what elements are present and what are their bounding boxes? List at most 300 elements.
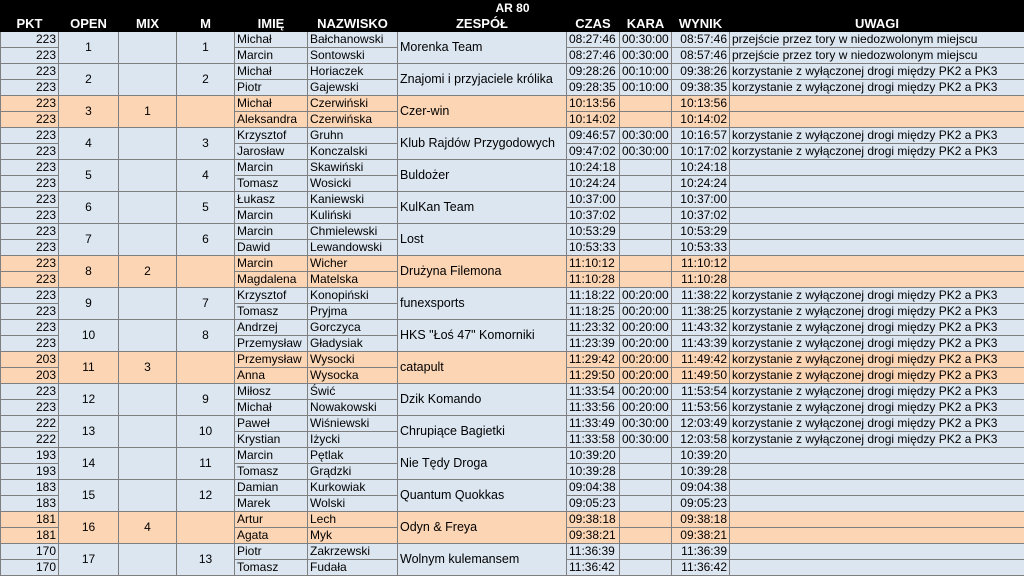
table-row	[1, 192, 1024, 208]
penalty-cell: 00:30:00	[620, 128, 672, 144]
table-row	[1, 480, 1024, 496]
mix-rank-cell: 2	[119, 256, 177, 288]
result-cell: 12:03:49	[672, 416, 730, 432]
pkt-cell: 223	[1, 304, 59, 320]
open-rank-cell: 17	[59, 544, 119, 576]
last-name-cell: Kaniewski	[308, 192, 398, 208]
team-name-cell: Czer-win	[398, 96, 567, 128]
notes-cell	[730, 96, 1024, 112]
table-row	[1, 64, 1024, 80]
last-name-cell: Wysocki	[308, 352, 398, 368]
notes-cell	[730, 240, 1024, 256]
first-name-cell: Michał	[235, 96, 308, 112]
pkt-cell: 223	[1, 272, 59, 288]
pkt-cell: 223	[1, 192, 59, 208]
first-name-cell: Aleksandra	[235, 112, 308, 128]
notes-cell: przejście przez tory w niedozwolonym miejscu	[730, 32, 1024, 48]
time-cell: 09:05:23	[567, 496, 620, 512]
mix-rank-cell	[119, 288, 177, 320]
result-cell: 09:04:38	[672, 480, 730, 496]
first-name-cell: Andrzej	[235, 320, 308, 336]
first-name-cell: Marcin	[235, 208, 308, 224]
m-rank-cell	[177, 256, 235, 288]
last-name-cell: Kurkowiak	[308, 480, 398, 496]
time-cell: 11:33:49	[567, 416, 620, 432]
notes-cell: korzystanie z wyłączonej drogi między PK2 a PK3	[730, 80, 1024, 96]
open-rank-cell: 1	[59, 32, 119, 64]
result-cell: 11:38:22	[672, 288, 730, 304]
first-name-cell: Piotr	[235, 80, 308, 96]
header-imie: IMIĘ	[235, 16, 308, 32]
penalty-cell: 00:20:00	[620, 288, 672, 304]
table-row	[1, 32, 1024, 48]
pkt-cell: 203	[1, 352, 59, 368]
mix-rank-cell	[119, 416, 177, 448]
time-cell: 11:36:42	[567, 560, 620, 576]
notes-cell	[730, 512, 1024, 528]
pkt-cell: 223	[1, 400, 59, 416]
mix-rank-cell	[119, 32, 177, 64]
table-row	[1, 320, 1024, 336]
penalty-cell: 00:20:00	[620, 304, 672, 320]
result-cell: 10:39:28	[672, 464, 730, 480]
notes-cell: korzystanie z wyłączonej drogi między PK2 a PK3	[730, 432, 1024, 448]
notes-cell	[730, 272, 1024, 288]
pkt-cell: 222	[1, 432, 59, 448]
first-name-cell: Tomasz	[235, 176, 308, 192]
mix-rank-cell	[119, 384, 177, 416]
penalty-cell	[620, 256, 672, 272]
first-name-cell: Marcin	[235, 448, 308, 464]
m-rank-cell: 6	[177, 224, 235, 256]
open-rank-cell: 12	[59, 384, 119, 416]
last-name-cell: Konopiński	[308, 288, 398, 304]
team-name-cell: catapult	[398, 352, 567, 384]
first-name-cell: Krzysztof	[235, 128, 308, 144]
table-row	[1, 96, 1024, 112]
time-cell: 09:38:18	[567, 512, 620, 528]
result-cell: 11:53:54	[672, 384, 730, 400]
pkt-cell: 223	[1, 240, 59, 256]
last-name-cell: Zakrzewski	[308, 544, 398, 560]
penalty-cell	[620, 560, 672, 576]
first-name-cell: Magdalena	[235, 272, 308, 288]
pkt-cell: 203	[1, 368, 59, 384]
penalty-cell: 00:20:00	[620, 368, 672, 384]
result-cell: 11:38:25	[672, 304, 730, 320]
open-rank-cell: 7	[59, 224, 119, 256]
mix-rank-cell	[119, 160, 177, 192]
result-cell: 10:16:57	[672, 128, 730, 144]
time-cell: 10:53:33	[567, 240, 620, 256]
m-rank-cell: 2	[177, 64, 235, 96]
last-name-cell: Nowakowski	[308, 400, 398, 416]
notes-cell: korzystanie z wyłączonej drogi między PK2 a PK3	[730, 336, 1024, 352]
open-rank-cell: 10	[59, 320, 119, 352]
result-cell: 10:37:00	[672, 192, 730, 208]
pkt-cell: 223	[1, 160, 59, 176]
table-row	[1, 160, 1024, 176]
pkt-cell: 222	[1, 416, 59, 432]
time-cell: 10:39:28	[567, 464, 620, 480]
last-name-cell: Czerwiński	[308, 96, 398, 112]
header-pkt: PKT	[1, 16, 59, 32]
last-name-cell: Lewandowski	[308, 240, 398, 256]
pkt-cell: 223	[1, 128, 59, 144]
notes-cell: korzystanie z wyłączonej drogi między PK2 a PK3	[730, 64, 1024, 80]
table-row	[1, 256, 1024, 272]
last-name-cell: Konczalski	[308, 144, 398, 160]
notes-cell	[730, 192, 1024, 208]
first-name-cell: Krzysztof	[235, 288, 308, 304]
time-cell: 09:28:35	[567, 80, 620, 96]
pkt-cell: 223	[1, 208, 59, 224]
notes-cell	[730, 112, 1024, 128]
pkt-cell: 181	[1, 528, 59, 544]
last-name-cell: Pętlak	[308, 448, 398, 464]
notes-cell: korzystanie z wyłączonej drogi między PK2 a PK3	[730, 288, 1024, 304]
time-cell: 10:37:00	[567, 192, 620, 208]
last-name-cell: Bałchanowski	[308, 32, 398, 48]
notes-cell: korzystanie z wyłączonej drogi między PK2 a PK3	[730, 400, 1024, 416]
pkt-cell: 223	[1, 176, 59, 192]
first-name-cell: Jarosław	[235, 144, 308, 160]
penalty-cell: 00:30:00	[620, 432, 672, 448]
last-name-cell: Horiaczek	[308, 64, 398, 80]
header-zespol: ZESPÓŁ	[398, 16, 567, 32]
penalty-cell	[620, 96, 672, 112]
m-rank-cell: 10	[177, 416, 235, 448]
penalty-cell	[620, 496, 672, 512]
result-cell: 10:39:20	[672, 448, 730, 464]
m-rank-cell: 3	[177, 128, 235, 160]
first-name-cell: Marek	[235, 496, 308, 512]
result-cell: 09:38:35	[672, 80, 730, 96]
m-rank-cell	[177, 96, 235, 128]
pkt-cell: 223	[1, 384, 59, 400]
time-cell: 09:28:26	[567, 64, 620, 80]
time-cell: 11:33:58	[567, 432, 620, 448]
time-cell: 11:18:22	[567, 288, 620, 304]
result-cell: 10:53:29	[672, 224, 730, 240]
last-name-cell: Chmielewski	[308, 224, 398, 240]
mix-rank-cell	[119, 192, 177, 224]
header-uwagi: UWAGI	[730, 16, 1024, 32]
notes-cell	[730, 528, 1024, 544]
m-rank-cell: 5	[177, 192, 235, 224]
pkt-cell: 223	[1, 336, 59, 352]
result-cell: 10:24:24	[672, 176, 730, 192]
team-name-cell: Nie Tędy Droga	[398, 448, 567, 480]
result-cell: 09:38:26	[672, 64, 730, 80]
first-name-cell: Miłosz	[235, 384, 308, 400]
time-cell: 10:24:24	[567, 176, 620, 192]
last-name-cell: Wolski	[308, 496, 398, 512]
first-name-cell: Piotr	[235, 544, 308, 560]
penalty-cell	[620, 112, 672, 128]
last-name-cell: Wysocka	[308, 368, 398, 384]
m-rank-cell: 9	[177, 384, 235, 416]
team-name-cell: Chrupiące Bagietki	[398, 416, 567, 448]
last-name-cell: Skawiński	[308, 160, 398, 176]
pkt-cell: 170	[1, 560, 59, 576]
pkt-cell: 223	[1, 256, 59, 272]
time-cell: 09:04:38	[567, 480, 620, 496]
penalty-cell	[620, 224, 672, 240]
notes-cell: przejście przez tory w niedozwolonym miejscu	[730, 48, 1024, 64]
first-name-cell: Przemysław	[235, 352, 308, 368]
penalty-cell	[620, 512, 672, 528]
time-cell: 10:13:56	[567, 96, 620, 112]
penalty-cell	[620, 160, 672, 176]
penalty-cell	[620, 208, 672, 224]
mix-rank-cell: 4	[119, 512, 177, 544]
pkt-cell: 223	[1, 320, 59, 336]
open-rank-cell: 5	[59, 160, 119, 192]
open-rank-cell: 16	[59, 512, 119, 544]
team-name-cell: Morenka Team	[398, 32, 567, 64]
table-row	[1, 512, 1024, 528]
result-cell: 09:38:21	[672, 528, 730, 544]
table-row	[1, 448, 1024, 464]
header-open: OPEN	[59, 16, 119, 32]
first-name-cell: Paweł	[235, 416, 308, 432]
notes-cell	[730, 496, 1024, 512]
first-name-cell: Marcin	[235, 48, 308, 64]
penalty-cell: 00:10:00	[620, 80, 672, 96]
first-name-cell: Agata	[235, 528, 308, 544]
team-name-cell: Drużyna Filemona	[398, 256, 567, 288]
result-cell: 11:36:42	[672, 560, 730, 576]
open-rank-cell: 9	[59, 288, 119, 320]
m-rank-cell: 7	[177, 288, 235, 320]
table-row	[1, 384, 1024, 400]
notes-cell	[730, 208, 1024, 224]
mix-rank-cell	[119, 128, 177, 160]
notes-cell	[730, 224, 1024, 240]
last-name-cell: Wiśniewski	[308, 416, 398, 432]
header-row	[1, 16, 1024, 32]
result-cell: 08:57:46	[672, 32, 730, 48]
last-name-cell: Kuliński	[308, 208, 398, 224]
first-name-cell: Artur	[235, 512, 308, 528]
last-name-cell: Czerwińska	[308, 112, 398, 128]
m-rank-cell	[177, 512, 235, 544]
last-name-cell: Sontowski	[308, 48, 398, 64]
result-cell: 10:14:02	[672, 112, 730, 128]
penalty-cell	[620, 176, 672, 192]
time-cell: 10:37:02	[567, 208, 620, 224]
notes-cell	[730, 160, 1024, 176]
notes-cell	[730, 256, 1024, 272]
notes-cell	[730, 544, 1024, 560]
last-name-cell: Świć	[308, 384, 398, 400]
team-name-cell: Lost	[398, 224, 567, 256]
pkt-cell: 223	[1, 80, 59, 96]
last-name-cell: Wosicki	[308, 176, 398, 192]
result-cell: 11:10:28	[672, 272, 730, 288]
penalty-cell	[620, 528, 672, 544]
last-name-cell: Myk	[308, 528, 398, 544]
time-cell: 11:10:12	[567, 256, 620, 272]
result-cell: 11:10:12	[672, 256, 730, 272]
result-cell: 09:05:23	[672, 496, 730, 512]
notes-cell: korzystanie z wyłączonej drogi między PK2 a PK3	[730, 320, 1024, 336]
team-name-cell: Dzik Komando	[398, 384, 567, 416]
team-name-cell: Buldożer	[398, 160, 567, 192]
m-rank-cell: 1	[177, 32, 235, 64]
header-kara: KARA	[620, 16, 672, 32]
m-rank-cell: 8	[177, 320, 235, 352]
last-name-cell: Gajewski	[308, 80, 398, 96]
pkt-cell: 223	[1, 32, 59, 48]
open-rank-cell: 14	[59, 448, 119, 480]
time-cell: 11:29:50	[567, 368, 620, 384]
pkt-cell: 223	[1, 144, 59, 160]
penalty-cell: 00:20:00	[620, 320, 672, 336]
last-name-cell: Gorczyca	[308, 320, 398, 336]
time-cell: 11:23:39	[567, 336, 620, 352]
time-cell: 08:27:46	[567, 48, 620, 64]
result-cell: 11:49:50	[672, 368, 730, 384]
mix-rank-cell	[119, 64, 177, 96]
time-cell: 09:47:02	[567, 144, 620, 160]
mix-rank-cell: 1	[119, 96, 177, 128]
time-cell: 08:27:46	[567, 32, 620, 48]
time-cell: 11:23:32	[567, 320, 620, 336]
first-name-cell: Michał	[235, 400, 308, 416]
penalty-cell	[620, 192, 672, 208]
last-name-cell: Matelska	[308, 272, 398, 288]
notes-cell: korzystanie z wyłączonej drogi między PK2 a PK3	[730, 368, 1024, 384]
header-wynik: WYNIK	[672, 16, 730, 32]
pkt-cell: 223	[1, 96, 59, 112]
mix-rank-cell	[119, 544, 177, 576]
pkt-cell: 223	[1, 288, 59, 304]
mix-rank-cell	[119, 448, 177, 480]
last-name-cell: Gładysiak	[308, 336, 398, 352]
time-cell: 11:29:42	[567, 352, 620, 368]
team-name-cell: KulKan Team	[398, 192, 567, 224]
last-name-cell: Fudała	[308, 560, 398, 576]
penalty-cell: 00:20:00	[620, 400, 672, 416]
table-row	[1, 416, 1024, 432]
pkt-cell: 223	[1, 48, 59, 64]
team-name-cell: Wolnym kulemansem	[398, 544, 567, 576]
table-row	[1, 128, 1024, 144]
m-rank-cell: 4	[177, 160, 235, 192]
notes-cell	[730, 464, 1024, 480]
result-cell: 09:38:18	[672, 512, 730, 528]
result-cell: 11:36:39	[672, 544, 730, 560]
penalty-cell	[620, 544, 672, 560]
time-cell: 09:38:21	[567, 528, 620, 544]
title-row	[1, 1, 1024, 16]
open-rank-cell: 2	[59, 64, 119, 96]
first-name-cell: Marcin	[235, 256, 308, 272]
first-name-cell: Krystian	[235, 432, 308, 448]
notes-cell: korzystanie z wyłączonej drogi między PK2 a PK3	[730, 128, 1024, 144]
result-cell: 11:43:39	[672, 336, 730, 352]
table-row	[1, 352, 1024, 368]
result-cell: 08:57:46	[672, 48, 730, 64]
penalty-cell: 00:30:00	[620, 416, 672, 432]
time-cell: 11:10:28	[567, 272, 620, 288]
pkt-cell: 183	[1, 480, 59, 496]
pkt-cell: 181	[1, 512, 59, 528]
time-cell: 09:46:57	[567, 128, 620, 144]
last-name-cell: Lech	[308, 512, 398, 528]
first-name-cell: Dawid	[235, 240, 308, 256]
open-rank-cell: 15	[59, 480, 119, 512]
result-cell: 11:53:56	[672, 400, 730, 416]
notes-cell	[730, 560, 1024, 576]
header-czas: CZAS	[567, 16, 620, 32]
open-rank-cell: 8	[59, 256, 119, 288]
m-rank-cell	[177, 352, 235, 384]
result-cell: 10:17:02	[672, 144, 730, 160]
open-rank-cell: 3	[59, 96, 119, 128]
penalty-cell: 00:20:00	[620, 384, 672, 400]
table-title: AR 80	[1, 1, 1024, 16]
team-name-cell: Klub Rajdów Przygodowych	[398, 128, 567, 160]
result-cell: 10:24:18	[672, 160, 730, 176]
pkt-cell: 193	[1, 464, 59, 480]
first-name-cell: Marcin	[235, 160, 308, 176]
last-name-cell: Gruhn	[308, 128, 398, 144]
header-m: M	[177, 16, 235, 32]
penalty-cell: 00:20:00	[620, 352, 672, 368]
penalty-cell	[620, 448, 672, 464]
open-rank-cell: 4	[59, 128, 119, 160]
header-mix: MIX	[119, 16, 177, 32]
first-name-cell: Damian	[235, 480, 308, 496]
time-cell: 11:18:25	[567, 304, 620, 320]
result-cell: 11:43:32	[672, 320, 730, 336]
mix-rank-cell	[119, 320, 177, 352]
pkt-cell: 183	[1, 496, 59, 512]
result-cell: 11:49:42	[672, 352, 730, 368]
penalty-cell: 00:10:00	[620, 64, 672, 80]
result-cell: 10:13:56	[672, 96, 730, 112]
pkt-cell: 170	[1, 544, 59, 560]
first-name-cell: Tomasz	[235, 464, 308, 480]
first-name-cell: Michał	[235, 64, 308, 80]
open-rank-cell: 13	[59, 416, 119, 448]
last-name-cell: Iżycki	[308, 432, 398, 448]
first-name-cell: Tomasz	[235, 560, 308, 576]
notes-cell	[730, 480, 1024, 496]
mix-rank-cell	[119, 224, 177, 256]
penalty-cell: 00:30:00	[620, 48, 672, 64]
first-name-cell: Przemysław	[235, 336, 308, 352]
table-row	[1, 288, 1024, 304]
notes-cell	[730, 448, 1024, 464]
notes-cell: korzystanie z wyłączonej drogi między PK2 a PK3	[730, 144, 1024, 160]
notes-cell: korzystanie z wyłączonej drogi między PK2 a PK3	[730, 352, 1024, 368]
penalty-cell	[620, 480, 672, 496]
pkt-cell: 223	[1, 224, 59, 240]
results-body	[1, 32, 1024, 576]
open-rank-cell: 6	[59, 192, 119, 224]
notes-cell: korzystanie z wyłączonej drogi między PK2 a PK3	[730, 304, 1024, 320]
open-rank-cell: 11	[59, 352, 119, 384]
result-cell: 12:03:58	[672, 432, 730, 448]
time-cell: 11:33:56	[567, 400, 620, 416]
team-name-cell: HKS "Łoś 47" Komorniki	[398, 320, 567, 352]
penalty-cell: 00:30:00	[620, 144, 672, 160]
notes-cell: korzystanie z wyłączonej drogi między PK2 a PK3	[730, 416, 1024, 432]
